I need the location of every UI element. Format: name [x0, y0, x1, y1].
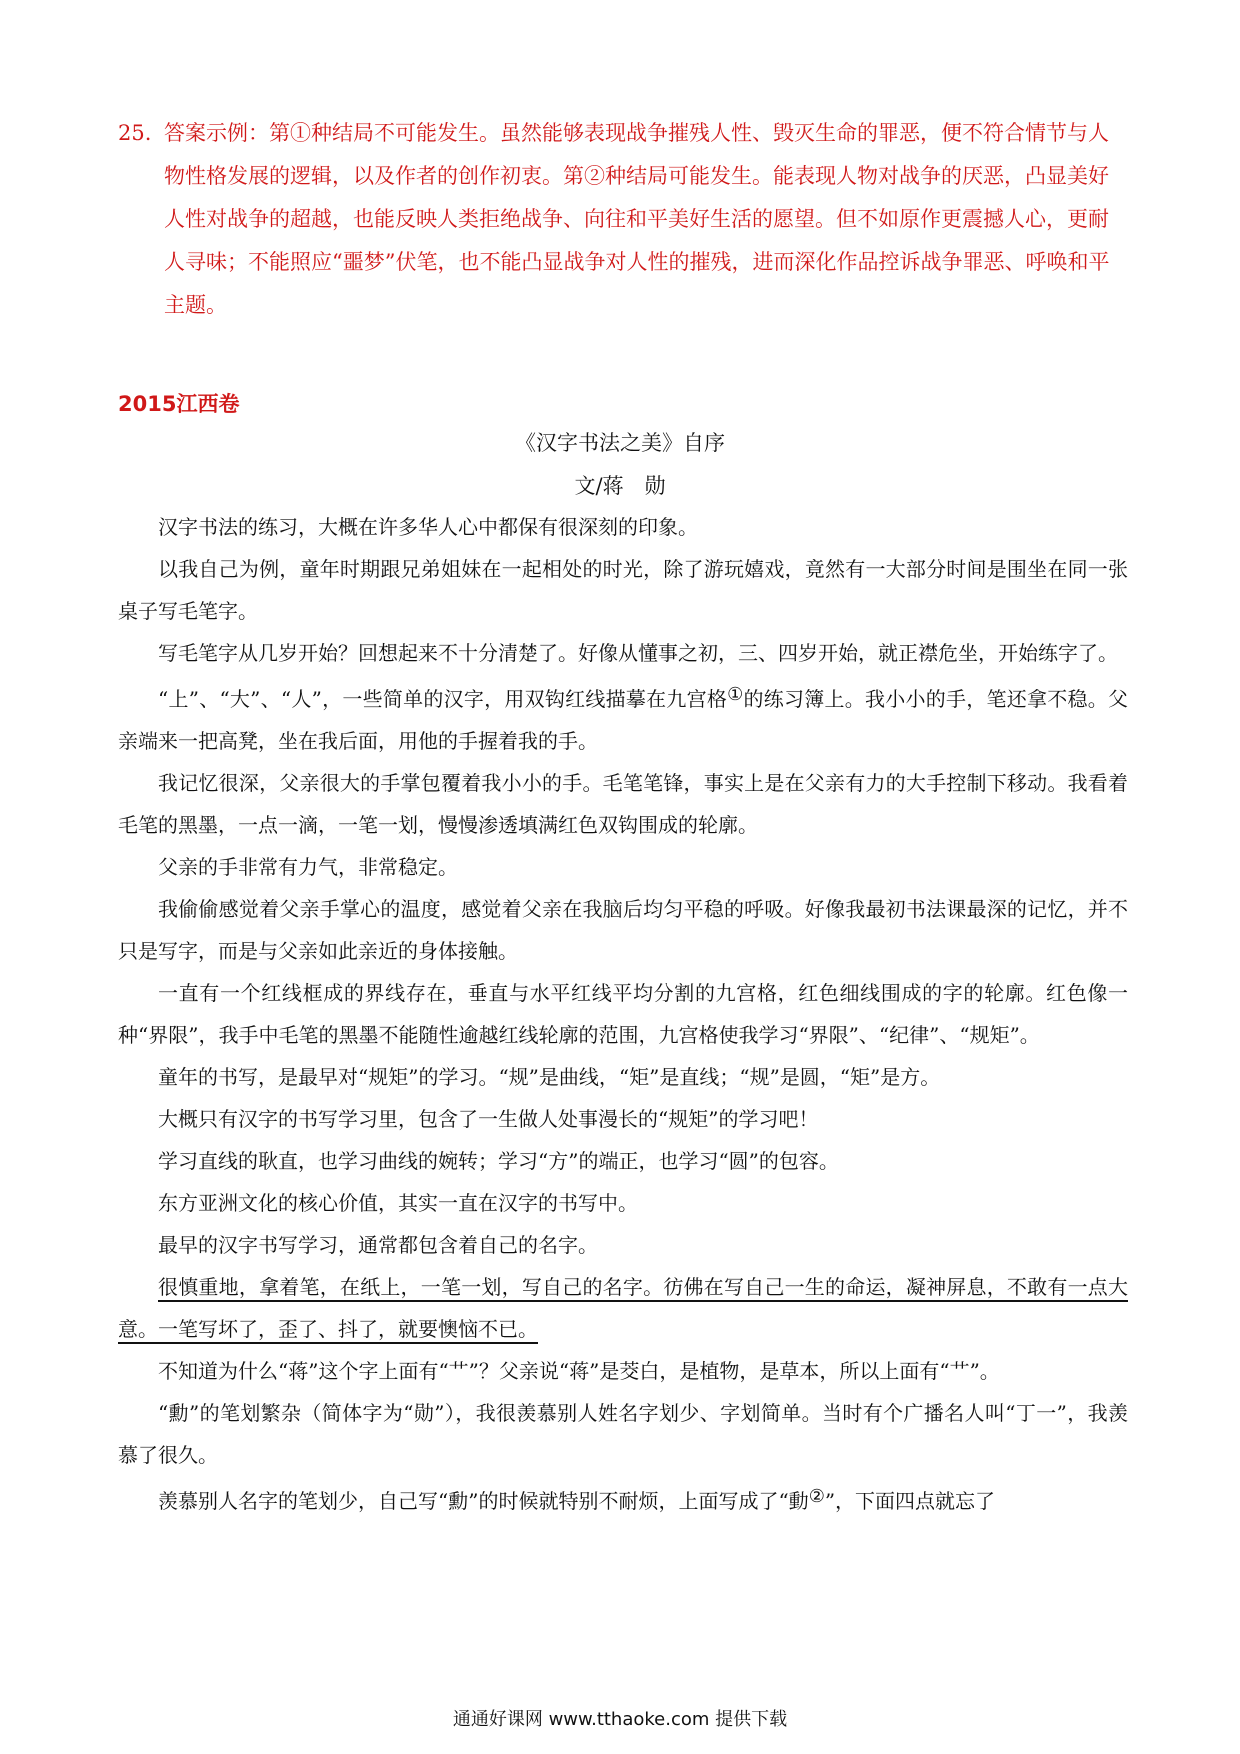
paragraph-text: 羡慕别人名字的笔划少，自己写“勳”的时候就特别不耐烦，上面写成了“動: [158, 1489, 809, 1513]
paragraph: 以我自己为例，童年时期跟兄弟姐妹在一起相处的时光，除了游玩嬉戏，竟然有一大部分时间是围坐在同一张桌子写毛笔字。: [118, 557, 1128, 623]
paragraph: 最早的汉字书写学习，通常都包含着自己的名字。: [158, 1233, 598, 1257]
article-body: [118, 506, 1128, 1522]
footnote-mark: ①: [727, 684, 744, 705]
paragraph: 不知道为什么“蒋”这个字上面有“艹”？父亲说“蒋”是茭白，是植物，是草本，所以上面有“艹”。: [158, 1359, 1000, 1383]
paragraph: [118, 1476, 1128, 1522]
paragraph: 我偷偷感觉着父亲手掌心的温度，感觉着父亲在我脑后均匀平稳的呼吸。好像我最初书法课最深的记忆，并不只是写字，而是与父亲如此亲近的身体接触。: [118, 897, 1128, 963]
paragraph: 东方亚洲文化的核心价值，其实一直在汉字的书写中。: [158, 1191, 638, 1215]
paragraph: 写毛笔字从几岁开始？回想起来不十分清楚了。好像从懂事之初，三、四岁开始，就正襟危坐，开始练字了。: [158, 641, 1118, 665]
article-author: 文/蒋 勋: [574, 474, 666, 498]
underlined-text: 很慎重地，拿着笔，在纸上，一笔一划，写自己的名字。彷佛在写自己一生的命运，凝神屏息，不敢有一点大意。一笔写坏了，歪了、抖了，就要懊恼不已。: [118, 1275, 1128, 1341]
paragraph-text: “上”、“大”、“人”，一些简单的汉字，用双钩红线描摹在九宫格: [158, 687, 728, 711]
paragraph: 我记忆很深，父亲很大的手掌包覆着我小小的手。毛笔笔锋，事实上是在父亲有力的大手控制下移动。我看着毛笔的黑墨，一点一滴，一笔一划，慢慢渗透填满红色双钩围成的轮廓。: [118, 771, 1128, 837]
paragraph-text: 的练习簿上。我小小的手，笔还拿不稳。父亲端来一把高凳，坐在我后面，用他的手握着我的手。: [118, 687, 1128, 753]
question-number: 25.: [118, 121, 152, 145]
article-title: 《汉字书法之美》自序: [515, 431, 725, 455]
paragraph-text: ”，下面四点就忘了: [824, 1489, 996, 1513]
paragraph: 父亲的手非常有力气，非常稳定。: [158, 855, 458, 879]
footnote-mark: ②: [808, 1486, 825, 1507]
page-footer: 通通好课网 www.tthaoke.com 提供下载: [452, 1709, 788, 1730]
paragraph: 学习直线的耿直，也学习曲线的婉转；学习“方”的端正，也学习“圆”的包容。: [158, 1149, 839, 1173]
paragraph: 童年的书写，是最早对“规矩”的学习。“规”是曲线，“矩”是直线；“规”是圆，“矩”是方。: [158, 1065, 941, 1089]
paragraph: [118, 674, 1128, 762]
answer-text: 答案示例：第①种结局不可能发生。虽然能够表现战争摧残人性、毁灭生命的罪恶，便不符合情节与人物性格发展的逻辑，以及作者的创作初衷。第②种结局可能发生。能表现人物对战争的厌恶，凸显美好人性对战争的超越，也能反映人类拒绝战争、向往和平美好生活的愿望。但不如原作更震撼人心，更耐人寻味；不能照应“噩梦”伏笔，也不能凸显战争对人性的摧残，进而深化作品控诉战争罪恶、呼唤和平主题。: [164, 121, 1110, 317]
section-year-label: 2015江西卷: [118, 392, 240, 416]
paragraph-underlined: [118, 1266, 1128, 1350]
paragraph: “勳”的笔划繁杂（简体字为“勋”），我很羡慕别人姓名字划少、字划简单。当时有个广播名人叫“丁一”，我羡慕了很久。: [118, 1401, 1128, 1467]
paragraph: 一直有一个红线框成的界线存在，垂直与水平红线平均分割的九宫格，红色细线围成的字的轮廓。红色像一种“界限”，我手中毛笔的黑墨不能随性逾越红线轮廓的范围，九宫格使我学习“界限”、“纪律”、“规矩”。: [118, 981, 1128, 1047]
paragraph: 大概只有汉字的书写学习里，包含了一生做人处事漫长的“规矩”的学习吧！: [158, 1107, 819, 1131]
paragraph: 汉字书法的练习，大概在许多华人心中都保有很深刻的印象。: [158, 515, 698, 539]
answer-block: [118, 112, 1128, 327]
